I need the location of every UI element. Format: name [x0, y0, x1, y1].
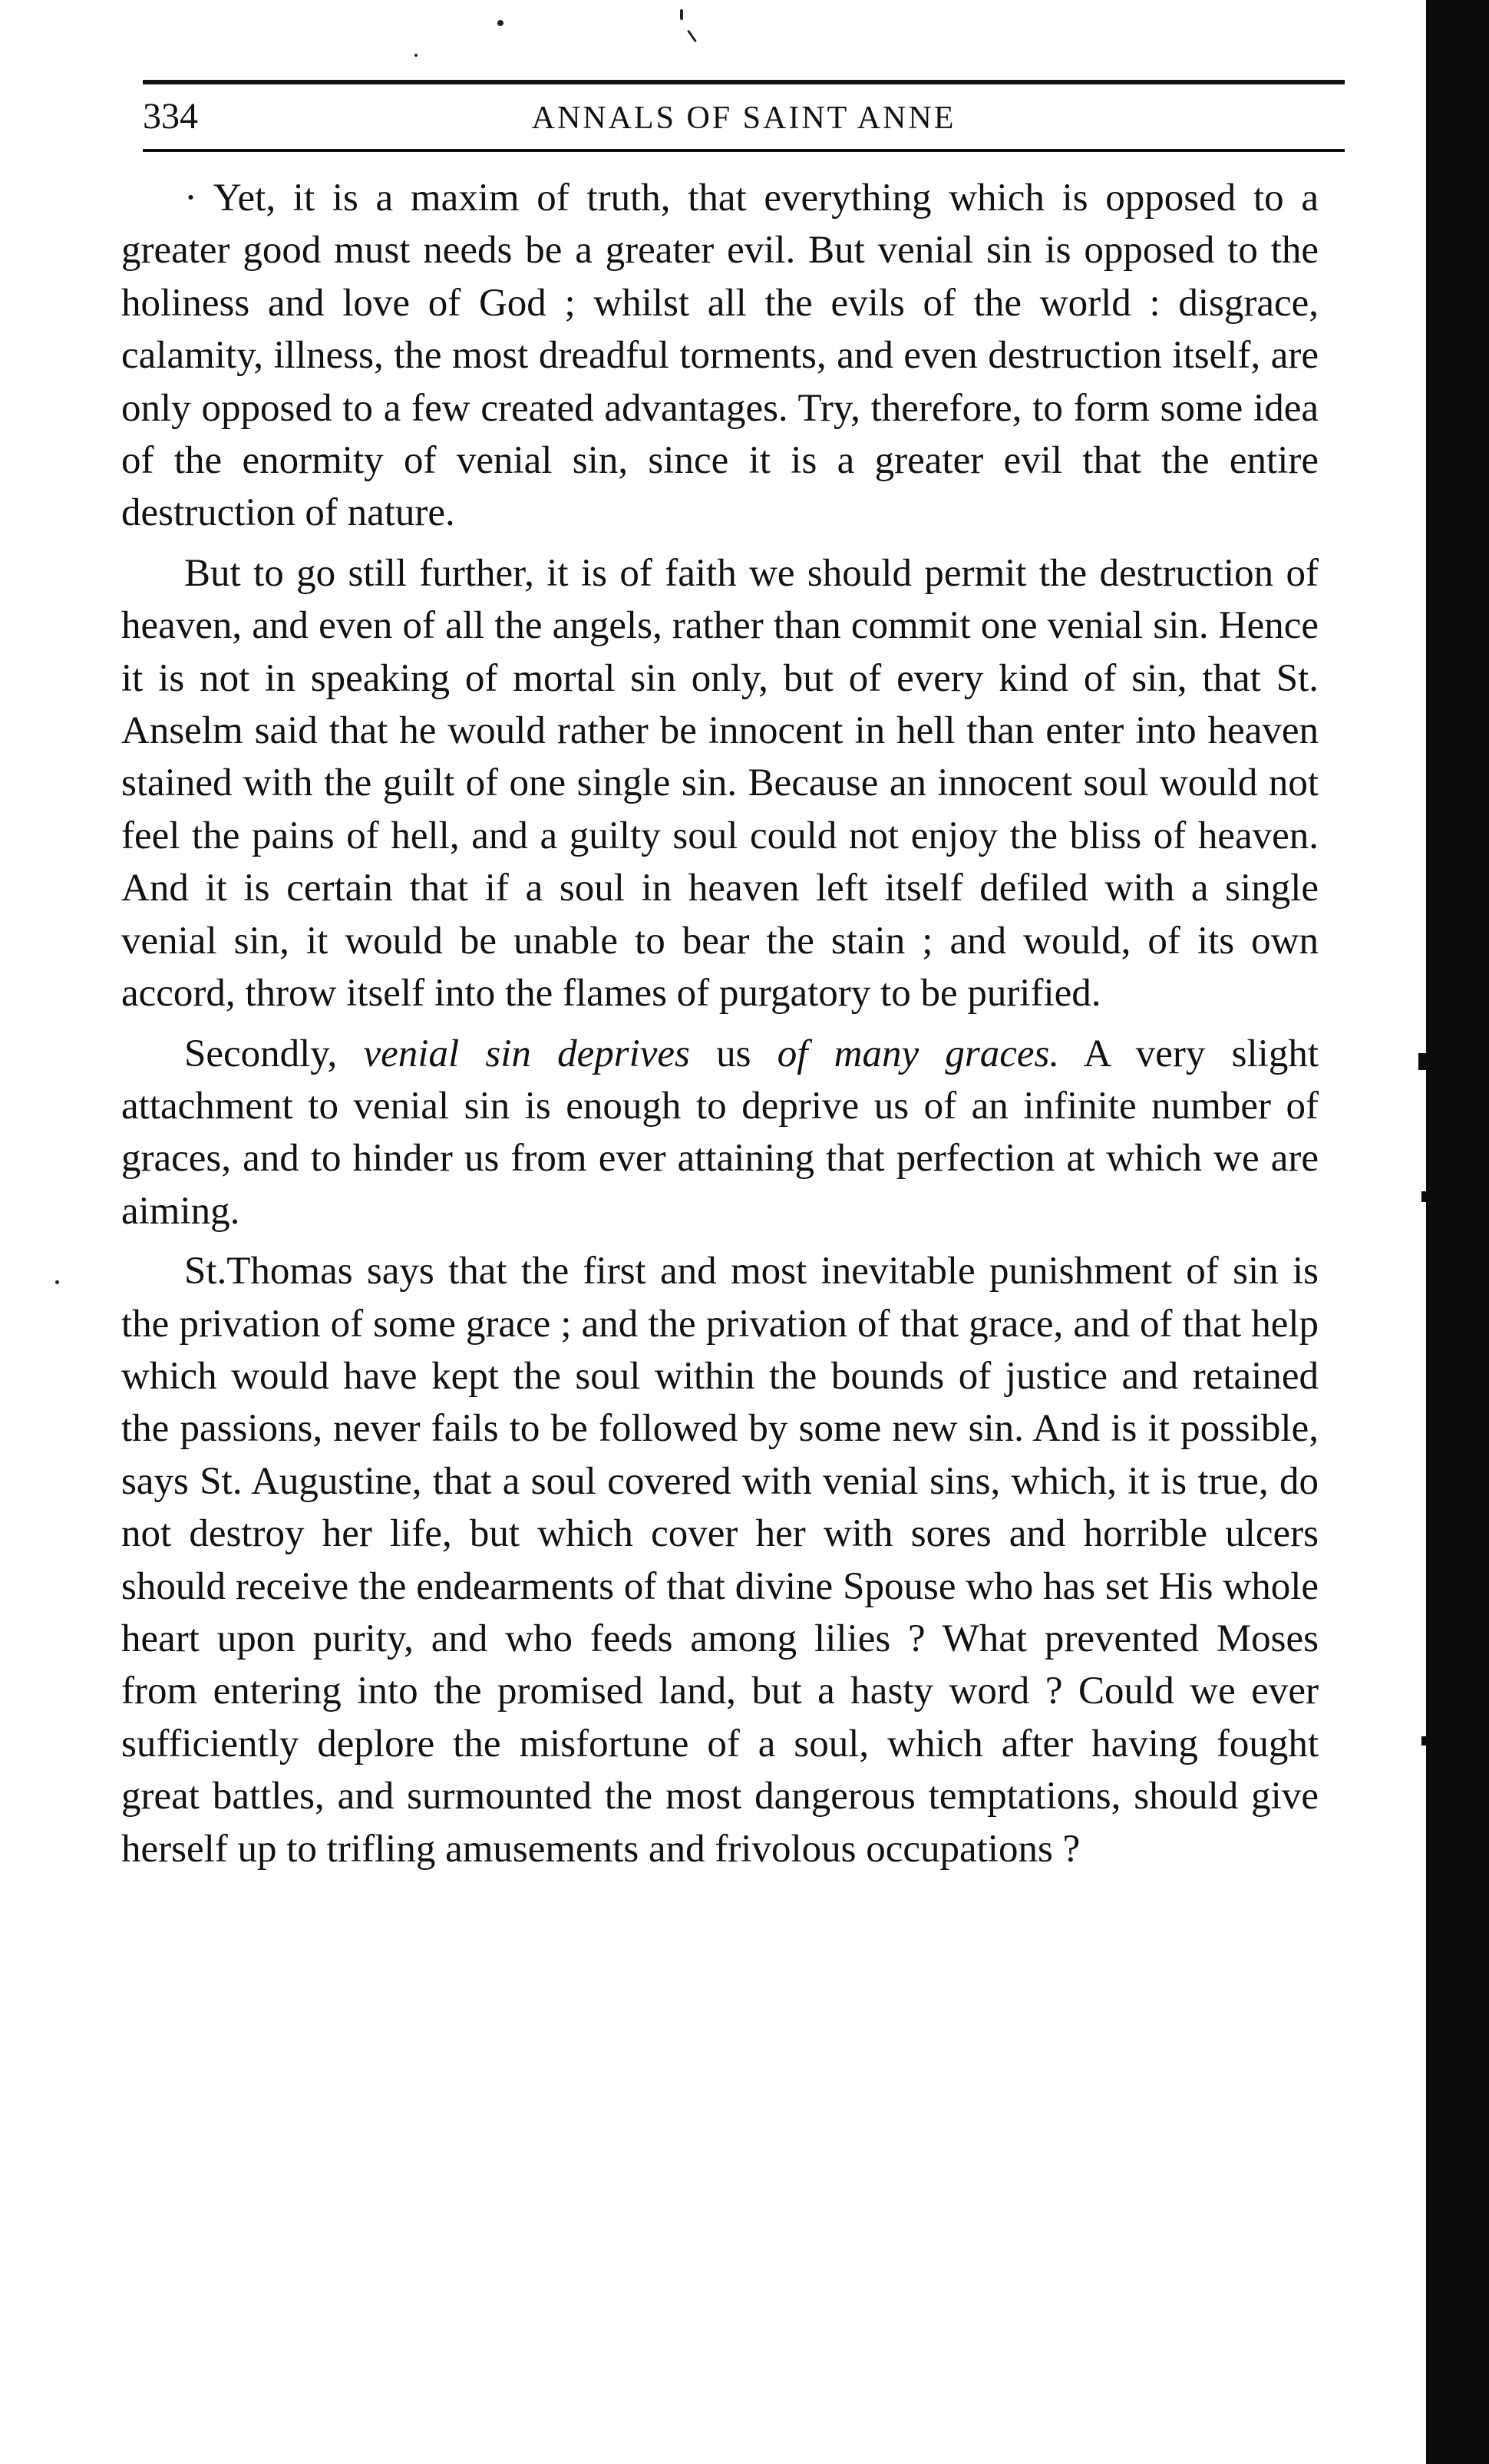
- scan-edge-notch: [1421, 1736, 1429, 1746]
- body-text: [121, 172, 1319, 1883]
- ink-speck: [680, 9, 683, 20]
- ink-speck: [414, 54, 418, 57]
- ink-speck: [687, 30, 697, 42]
- header-rule-top: [143, 80, 1345, 84]
- italic-phrase: of many graces.: [777, 1032, 1060, 1075]
- paragraph: But to go still further, it is of faith we should permit the destruction of heaven, and even of all the angels, rather than commit one venial sin. Hence it is not in speaking of mortal sin only, but of every kind of sin, that St. Anselm said that he would rather be innocent in hell than enter into heaven stained with the guilt of one single sin. Because an innocent soul would not feel the pains of hell, and a guilty soul could not enjoy the bliss of heaven. And it is certain that if a soul in heaven left itself defiled with a single venial sin, it would be unable to bear the stain ; and would, of its own accord, throw itself into the flames of purgatory to be purified.: [121, 551, 1319, 1016]
- running-title: ANNALS OF SAINT ANNE: [531, 101, 956, 136]
- running-header: [143, 88, 1345, 146]
- paragraph-text: us: [689, 1032, 778, 1075]
- scan-edge-notch: [1421, 1191, 1431, 1202]
- scan-edge-notch: [1418, 1053, 1432, 1070]
- page-number: 334: [143, 96, 198, 137]
- header-rule-bottom: [143, 149, 1345, 152]
- paragraph-text: A very slight attachment to venial sin is enough to deprive us of an infinite number of graces, and to hinder us from ever attaining that perfection at which we are aiming.: [121, 1032, 1319, 1233]
- italic-phrase: venial sin deprives: [363, 1032, 690, 1075]
- ink-speck: [55, 1280, 59, 1284]
- paragraph: [121, 1028, 1319, 1238]
- ink-speck: [497, 20, 503, 26]
- scan-binding-edge: [1426, 0, 1489, 2464]
- paragraph-text: Secondly,: [184, 1032, 364, 1075]
- paragraph: · Yet, it is a maxim of truth, that everything which is opposed to a greater good must needs be a greater evil. But venial sin is opposed to the holiness and love of God ; whilst all the evils of the world : disgrace, calamity, illness, the most dreadful torments, and even destruction itself, are only opposed to a few created advantages. Try, therefore, to form some idea of the enormity of venial sin, since it is a greater evil that the entire destruction of nature.: [121, 177, 1319, 535]
- paragraph: St.Thomas says that the first and most inevitable punishment of sin is the privation of some grace ; and the privation of that grace, and of that help which would have kept the soul within the bounds of justice and retained the passions, never fails to be followed by some new sin. And is it possible, says St. Augustine, that a soul covered with venial sins, which, it is true, do not destroy her life, but which cover her with sores and horrible ulcers should receive the endearments of that divine Spouse who has set His whole heart upon purity, and who feeds among lilies ? What prevented Moses from entering into the promised land, but a hasty word ? Could we ever sufficiently deplore the misfortune of a soul, which after having fought great battles, and surmounted the most dangerous temptations, should give herself up to trifling amusements and frivolous occupations ?: [121, 1250, 1319, 1871]
